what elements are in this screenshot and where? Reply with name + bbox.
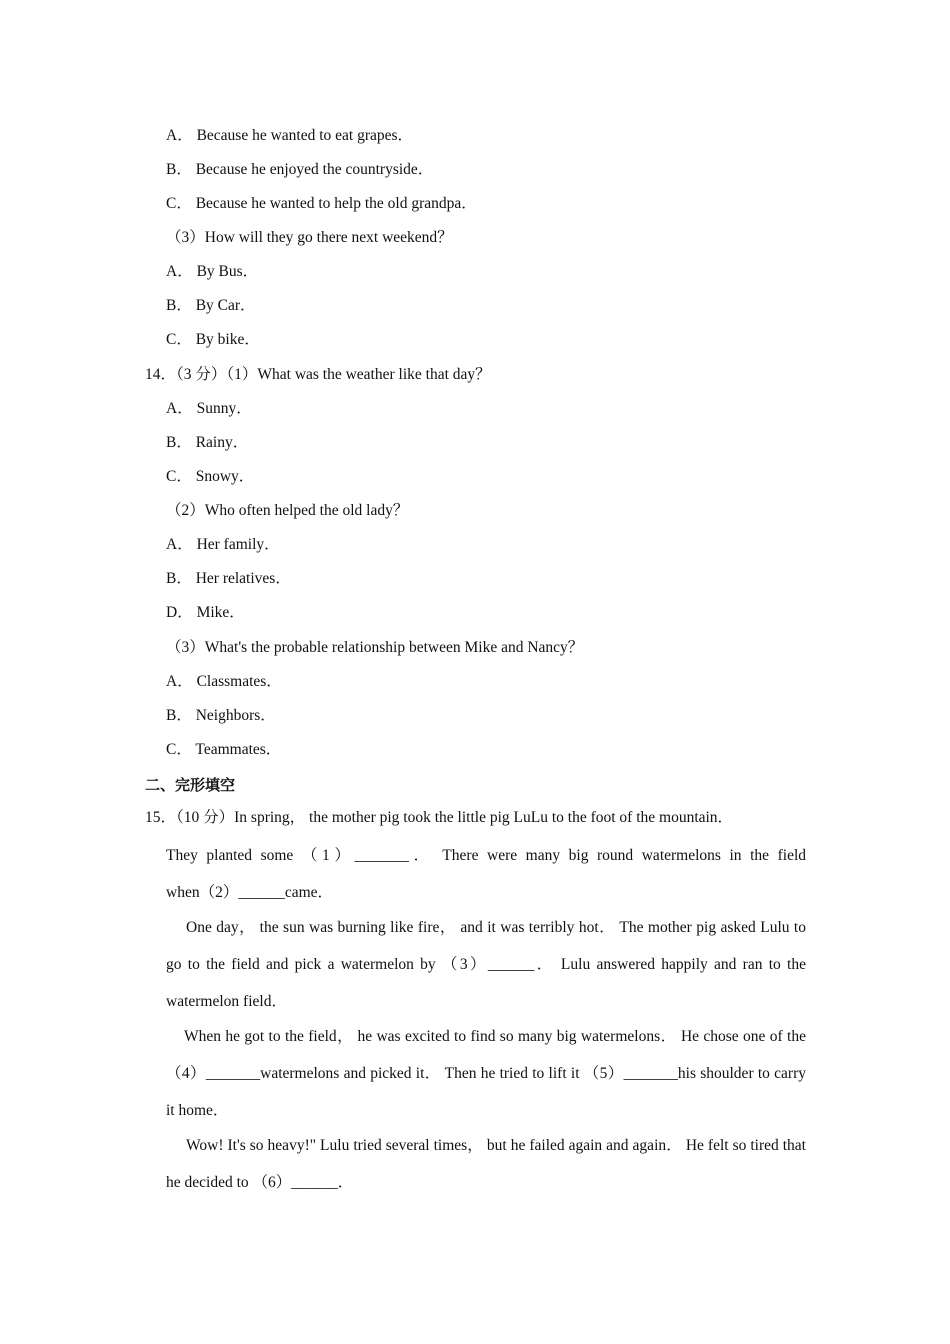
q14-header: 14．（3 分）（1）What was the weather like that day？ — [145, 366, 491, 383]
q14-part3-option-a: A． Classmates． — [166, 673, 282, 690]
q13-part3-option-c: C． By bike． — [166, 331, 260, 348]
q14-part1-option-c: C． Snowy． — [166, 468, 255, 485]
q14-part2-option-a: A． Her family． — [166, 536, 280, 553]
q14-part2-option-d: D． Mike． — [166, 604, 245, 621]
q14-part1-option-b: B． Rainy． — [166, 434, 249, 451]
q13-part2-option-c: C． Because he wanted to help the old grandpa． — [166, 195, 477, 212]
q14-part2-question: （2）Who often helped the old lady？ — [166, 502, 409, 519]
q15-paragraph-1-line-3: when（2）______came． — [166, 884, 334, 901]
q13-part3-option-a: A． By Bus． — [166, 263, 259, 280]
q15-paragraph-3: When he got to the field， he was excited to find so many big watermelons． He chose one of the （4）_______watermelons and picked it． Then he tried to lift it （5）_______his shoulder to carry it home． — [166, 1028, 806, 1119]
q13-part3-option-b: B． By Car． — [166, 297, 256, 314]
section-title: 二、完形填空 — [145, 776, 236, 794]
q13-part2-option-b: B． Because he enjoyed the countryside． — [166, 161, 434, 178]
q14-part3-option-c: C． Teammates． — [166, 741, 282, 758]
q14-part3-question: （3）What's the probable relationship between Mike and Nancy？ — [166, 639, 584, 656]
q14-part3-option-b: B． Neighbors． — [166, 707, 276, 724]
q15-paragraph-1-line-2: They planted some （1）_______． There were many big round watermelons in the field — [166, 847, 806, 864]
q13-part3-question: （3）How will they go there next weekend？ — [166, 229, 453, 246]
q13-part2-option-a: A． Because he wanted to eat grapes． — [166, 127, 414, 144]
q15-paragraph-4: Wow! It's so heavy!" Lulu tried several times， but he failed again and again． He felt so tired that he decided to （6）______． — [166, 1137, 806, 1191]
q14-part2-option-b: B． Her relatives． — [166, 570, 291, 587]
q15-header: 15．（10 分）In spring， the mother pig took the little pig LuLu to the foot of the mountain． — [145, 809, 734, 826]
q14-part1-option-a: A． Sunny． — [166, 400, 252, 417]
q15-paragraph-2: One day， the sun was burning like fire， and it was terribly hot． The mother pig asked Lulu to go to the field and pick a watermelon by （3）______． Lulu answered happily and ran to the watermelon field． — [166, 919, 806, 1010]
